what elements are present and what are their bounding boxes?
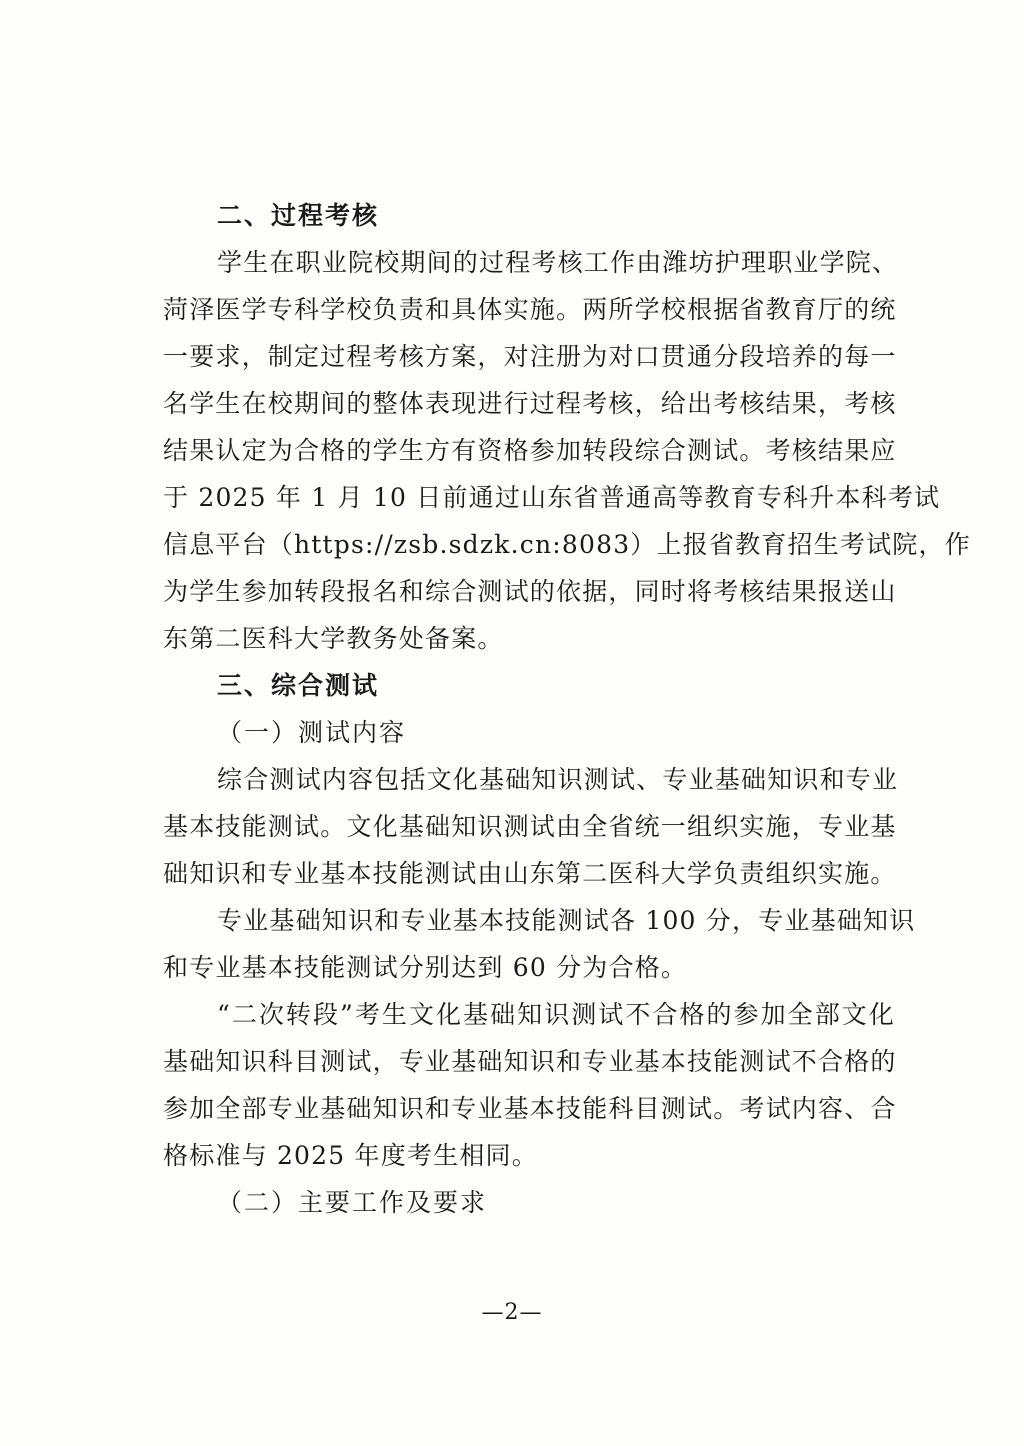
paragraph-line: 学生在职业院校期间的过程考核工作由潍坊护理职业学院、 <box>217 248 899 277</box>
document-body <box>163 192 971 1226</box>
paragraph-test-content <box>163 756 899 897</box>
subsection-heading-test-content: （一）测试内容 <box>217 718 407 747</box>
paragraph-line: 和专业基本技能测试分别达到 60 分为合格。 <box>163 953 688 982</box>
section-heading-comprehensive-test: 三、综合测试 <box>217 671 380 700</box>
paragraph-line: 东第二医科大学教务处备案。 <box>163 624 504 653</box>
page-number: —2— <box>481 1300 543 1325</box>
paragraph-line: 格标准与 2025 年度考生相同。 <box>163 1141 538 1170</box>
subsection-heading-main-work: （二）主要工作及要求 <box>217 1188 488 1217</box>
paragraph-line: “二次转段”考生文化基础知识测试不合格的参加全部文化 <box>217 1000 895 1029</box>
paragraph-line: 参加全部专业基础知识和专业基本技能科目测试。考试内容、合 <box>163 1094 897 1123</box>
paragraph-line: 信息平台（https://zsb.sdzk.cn:8083）上报省教育招生考试院，作 <box>163 530 971 559</box>
paragraph-score-requirement <box>163 897 916 991</box>
paragraph-process-assessment <box>163 239 971 662</box>
paragraph-second-transfer <box>163 991 895 1179</box>
paragraph-line: 专业基础知识和专业基本技能测试各 100 分，专业基础知识 <box>217 906 916 935</box>
paragraph-line: 一要求，制定过程考核方案，对注册为对口贯通分段培养的每一 <box>163 342 897 371</box>
paragraph-line: 基础知识科目测试，专业基础知识和专业基本技能测试不合格的 <box>163 1047 897 1076</box>
section-heading-process-assessment: 二、过程考核 <box>217 201 380 230</box>
paragraph-line: 基本技能测试。文化基础知识测试由全省统一组织实施，专业基 <box>163 812 897 841</box>
paragraph-line: 名学生在校期间的整体表现进行过程考核，给出考核结果，考核 <box>163 389 897 418</box>
paragraph-line: 综合测试内容包括文化基础知识测试、专业基础知识和专业 <box>217 765 899 794</box>
paragraph-line: 菏泽医学专科学校负责和具体实施。两所学校根据省教育厅的统 <box>163 295 897 324</box>
paragraph-line: 结果认定为合格的学生方有资格参加转段综合测试。考核结果应 <box>163 436 897 465</box>
paragraph-line: 于 2025 年 1 月 10 日前通过山东省普通高等教育专科升本科考试 <box>163 483 941 512</box>
paragraph-line: 为学生参加转段报名和综合测试的依据，同时将考核结果报送山 <box>163 577 897 606</box>
paragraph-line: 础知识和专业基本技能测试由山东第二医科大学负责组织实施。 <box>163 859 897 888</box>
